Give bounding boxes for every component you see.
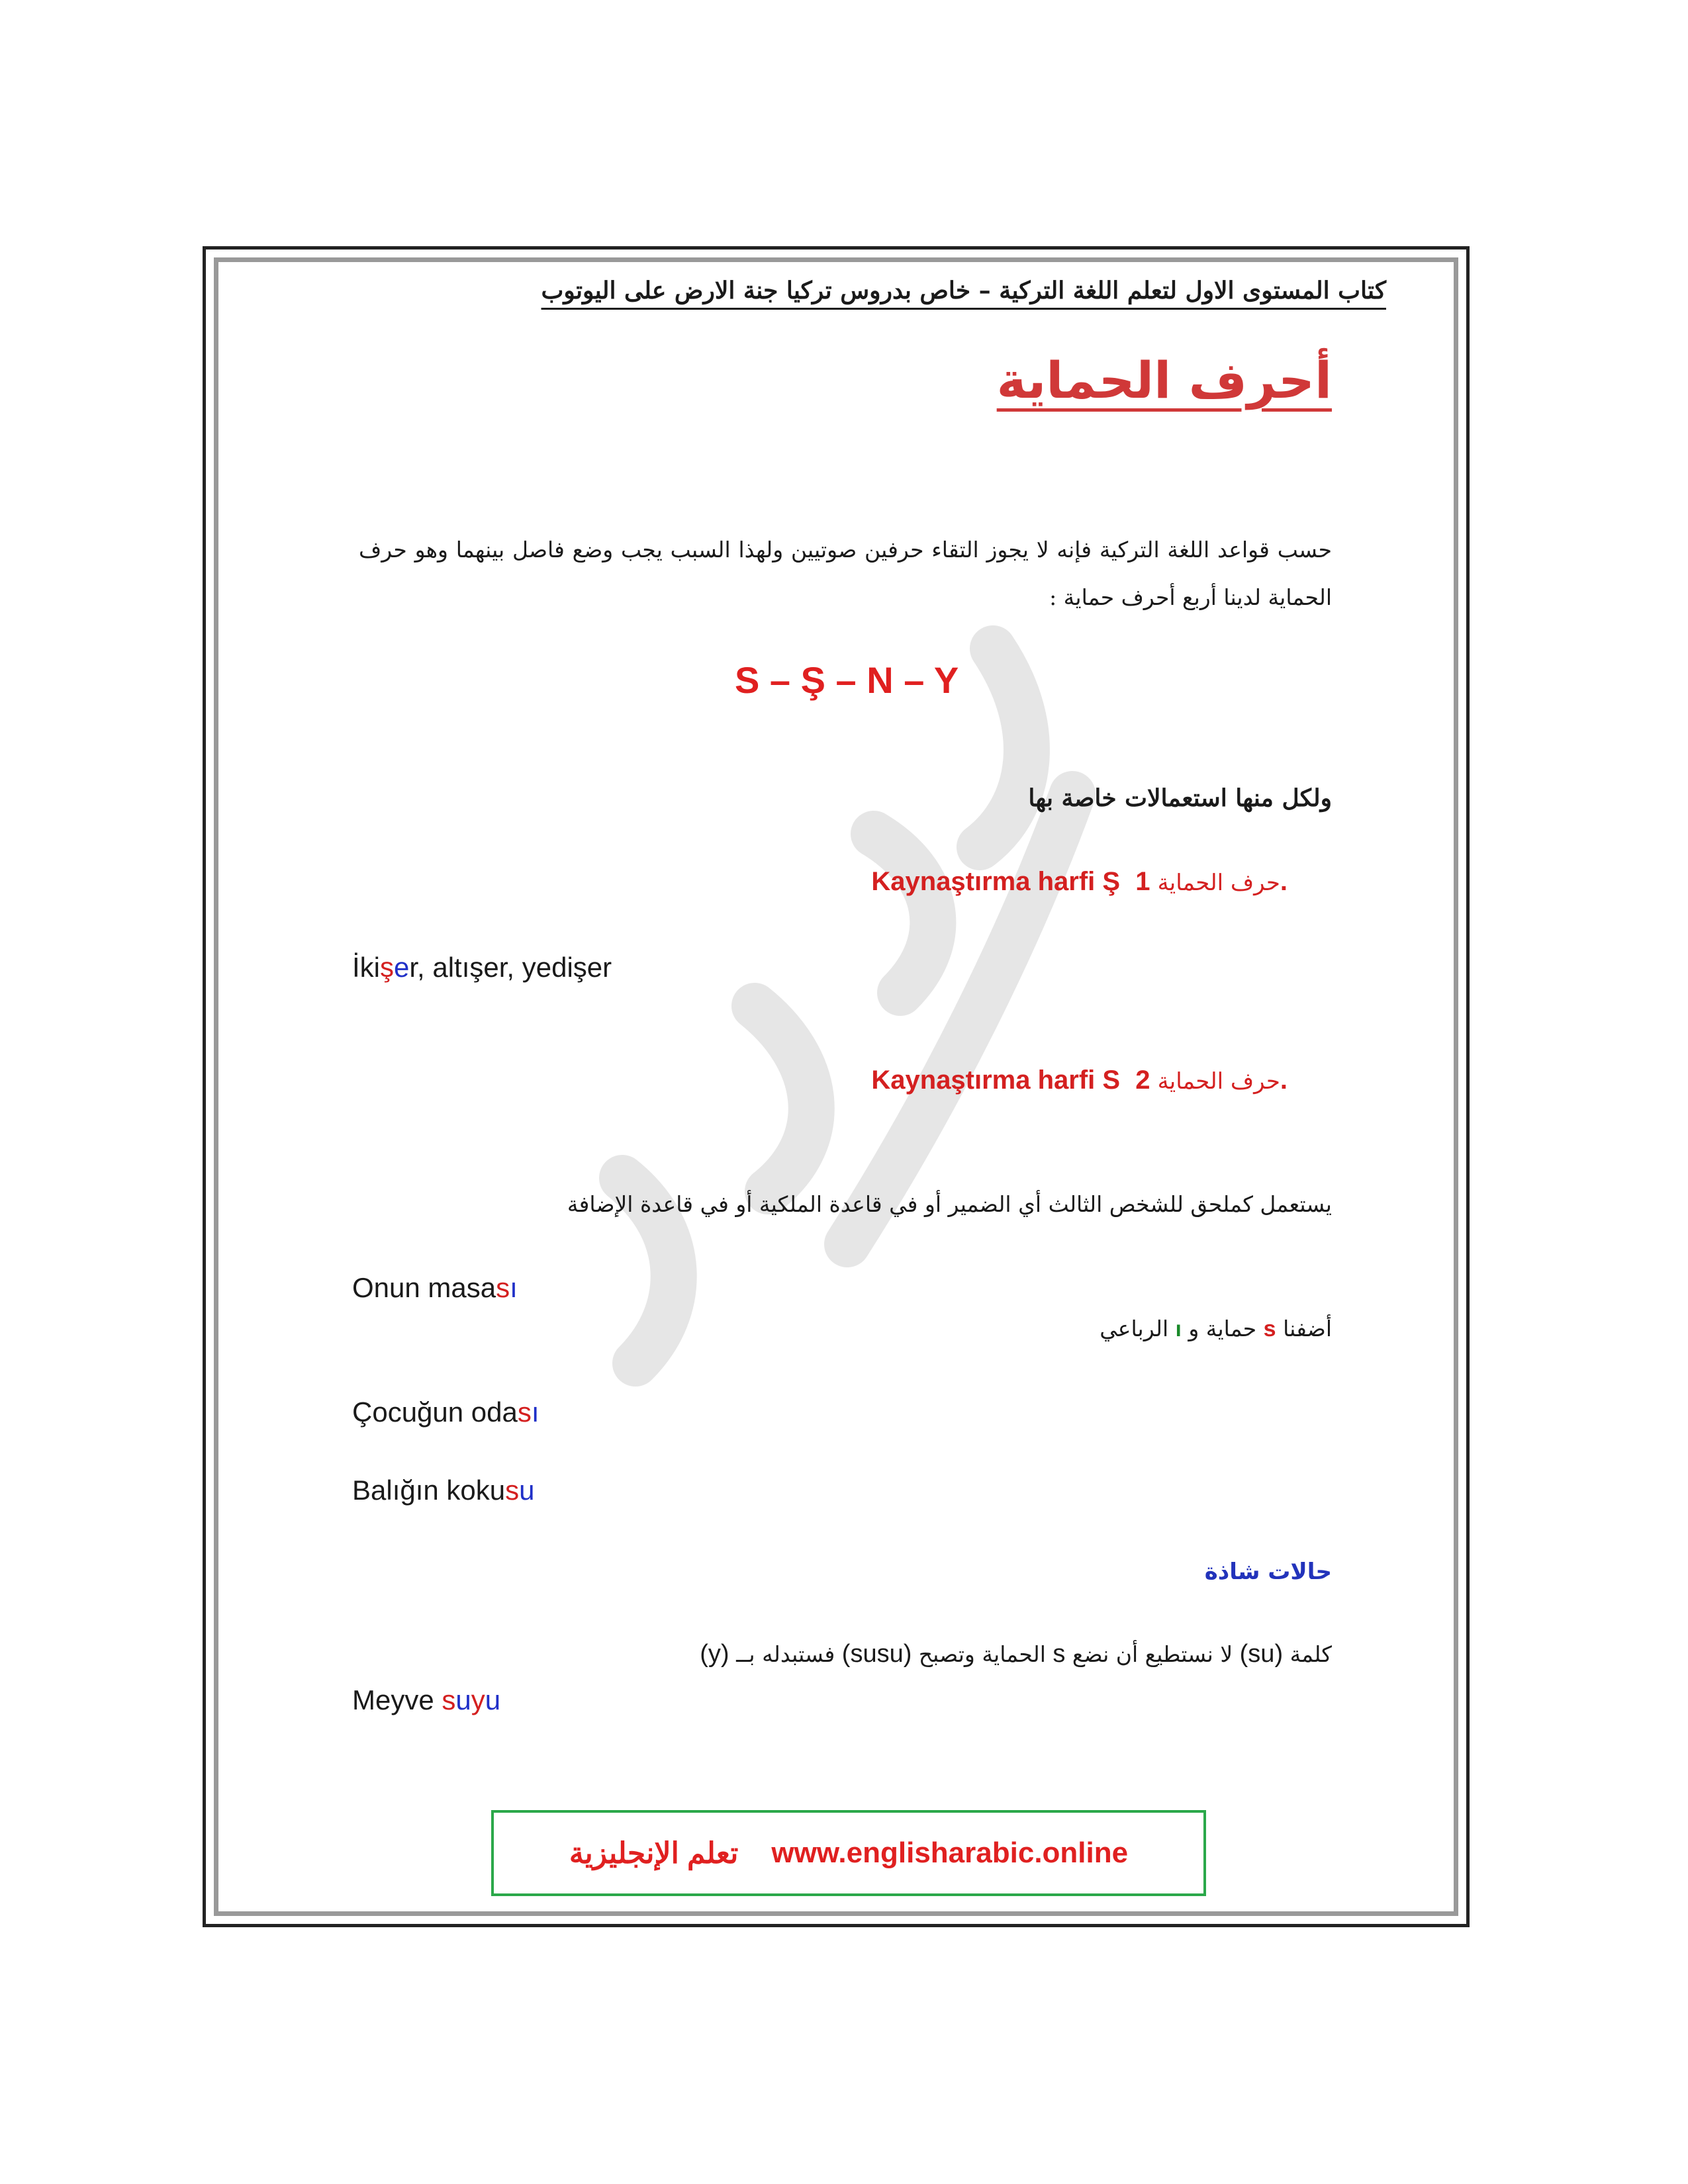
example-1: İkişer, altışer, yedişer bbox=[352, 952, 612, 983]
anomalies-heading: حالات شاذة bbox=[1204, 1559, 1332, 1585]
usage-text: يستعمل كملحق للشخص الثالث أي الضمير أو في قاعدة الملكية أو في قاعدة الإضافة bbox=[567, 1191, 1332, 1217]
intro-paragraph: حسب قواعد اللغة التركية فإنه لا يجوز التقاء حرفين صوتيين ولهذا السبب يجب وضع فاصل بينهما وهو حرف الحماية لدينا أربع أحرف حماية : bbox=[359, 537, 1332, 610]
page-header: كتاب المستوى الاول لتعلم اللغة التركية – خاص بدروس تركيا جنة الارض على اليوتوب bbox=[541, 277, 1386, 304]
item-2-turkish: Kaynaştırma harfi S bbox=[871, 1066, 1121, 1095]
example-baligin: Balığın kokusu bbox=[352, 1475, 535, 1506]
su-note: كلمة (su) لا نستطيع أن نضع s الحماية وتصبح (susu) فستبدله بــ (y) bbox=[700, 1640, 1332, 1668]
footer-url-link[interactable]: www.englisharabic.online bbox=[771, 1837, 1129, 1869]
example-cocugun: Çocuğun odası bbox=[352, 1396, 539, 1428]
page-title: أحرف الحماية bbox=[996, 351, 1332, 410]
subheading: ولكل منها استعمالات خاصة بها bbox=[1028, 784, 1332, 812]
item-1-heading bbox=[871, 867, 1288, 897]
item-1-number: 1. bbox=[1135, 867, 1288, 896]
added-note: أضفنا s حماية و ı الرباعي bbox=[1100, 1316, 1332, 1342]
footer-arabic: تعلم الإنجليزية bbox=[569, 1837, 739, 1870]
protection-letters: S – Ş – N – Y bbox=[735, 659, 959, 701]
item-1-arabic: حرف الحماية bbox=[1157, 870, 1280, 896]
item-2-heading bbox=[871, 1066, 1288, 1095]
example-onun: Onun masası bbox=[352, 1272, 518, 1303]
item-2-arabic: حرف الحماية bbox=[1157, 1068, 1280, 1095]
item-1-turkish: Kaynaştırma harfi Ş bbox=[871, 867, 1121, 896]
example-meyve: Meyve suyu bbox=[352, 1684, 501, 1715]
item-2-number: 2. bbox=[1135, 1066, 1288, 1095]
footer-box bbox=[491, 1810, 1206, 1896]
